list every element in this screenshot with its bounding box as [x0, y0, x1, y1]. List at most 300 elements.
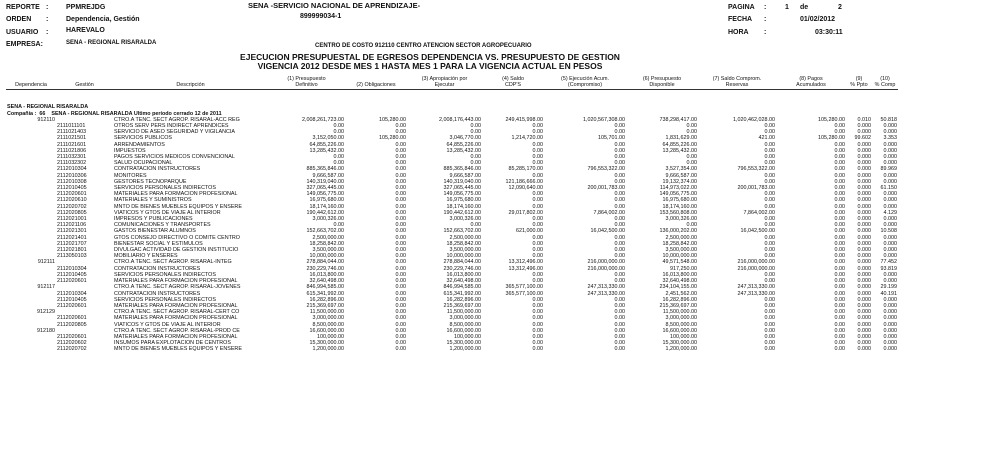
- row-ejecucion: 0.00: [614, 147, 625, 154]
- row-pagos: 0.00: [834, 172, 845, 179]
- row-pagos: 0.00: [834, 259, 845, 266]
- row-gestion: 2112020805: [57, 209, 87, 216]
- row-gestion: 2112020805: [57, 321, 87, 328]
- row-presupuesto: 3,000,000.00: [312, 315, 344, 322]
- row-dependencia: [6, 346, 56, 352]
- row-pct-ppto: 0.000: [857, 309, 871, 316]
- row-presupuesto: 327,065,445.00: [306, 185, 344, 192]
- row-gestion: 2111021806: [57, 147, 87, 154]
- row-pagos: 0.00: [834, 284, 845, 291]
- row-gestion: 2112010306: [57, 172, 87, 179]
- row-ejecucion: 0.00: [614, 191, 625, 198]
- row-saldo-cdps: 0.00: [532, 296, 543, 303]
- row-ejecucion: 0.00: [614, 160, 625, 167]
- dependency-row: [6, 284, 898, 290]
- row-ejecucion: 0.00: [614, 327, 625, 334]
- row-disponible: 11,500,000.00: [662, 309, 697, 316]
- row-pct-comp: 0.000: [883, 197, 897, 204]
- row-descripcion: INSUMOS PARA EXPLOTACION DE CENTROS: [114, 340, 231, 347]
- row-disponible: 32,640,498.00: [662, 278, 697, 285]
- row-saldo-comprom: 0.00: [764, 333, 775, 340]
- row-presupuesto: 11,500,000.00: [309, 309, 344, 316]
- row-obligaciones: 0.00: [395, 147, 406, 154]
- row-saldo-comprom: 0.00: [764, 321, 775, 328]
- row-gestion: 2112020610: [57, 197, 87, 204]
- table-row: [6, 315, 898, 321]
- row-pct-ppto: 0.000: [857, 228, 871, 235]
- row-apropiacion: 2,008,176,443.00: [439, 116, 481, 123]
- row-saldo-comprom: 0.00: [764, 346, 775, 353]
- row-disponible: 153,560,808.00: [659, 209, 697, 216]
- row-saldo-cdps: 365,577,100.00: [505, 290, 543, 297]
- row-saldo-cdps: 0.00: [532, 315, 543, 322]
- row-dependencia: 912110: [37, 116, 55, 123]
- row-pct-ppto: 0.000: [857, 178, 871, 185]
- row-saldo-comprom: 216,000,000.00: [737, 259, 775, 266]
- col-label: Ejecutar: [434, 82, 455, 89]
- row-gestion: 2112010405: [57, 271, 87, 278]
- row-gestion: 2112010304: [57, 265, 87, 272]
- row-obligaciones: 0.00: [395, 203, 406, 210]
- row-descripcion: SERVICIOS PERSONALES INDIRECTOS: [114, 271, 216, 278]
- row-presupuesto: 140,319,040.00: [306, 178, 344, 185]
- row-gestion: 2112020601: [57, 315, 87, 322]
- row-pagos: 0.00: [834, 160, 845, 167]
- row-saldo-cdps: 13,312,496.00: [508, 259, 543, 266]
- row-obligaciones: 0.00: [395, 123, 406, 130]
- row-saldo-comprom: 0.00: [764, 216, 775, 223]
- colon: :: [46, 29, 49, 36]
- row-gestion: 2111021601: [57, 141, 87, 148]
- col-pagos: [776, 76, 846, 90]
- row-obligaciones: 0.00: [395, 141, 406, 148]
- row-ejecucion: 0.00: [614, 172, 625, 179]
- row-saldo-comprom: 0.00: [764, 340, 775, 347]
- row-pct-ppto: 0.010: [857, 116, 871, 123]
- row-descripcion: BIENESTAR SOCIAL Y ESTIMULOS: [114, 240, 203, 247]
- row-obligaciones: 0.00: [395, 278, 406, 285]
- row-saldo-cdps: 0.00: [532, 147, 543, 154]
- colon: :: [46, 4, 49, 11]
- row-descripcion: MNTO DE BIENES MUEBLES EQUIPOS Y ENSERE: [114, 203, 242, 210]
- row-pct-ppto: 0.000: [857, 265, 871, 272]
- row-pagos: 0.00: [834, 253, 845, 260]
- row-obligaciones: 0.00: [395, 265, 406, 272]
- row-disponible: 16,975,680.00: [662, 197, 697, 204]
- row-descripcion: CTRO.A TENC. SECT AGROP. RISARAL-INTEG: [114, 259, 232, 266]
- row-saldo-cdps: 0.00: [532, 222, 543, 229]
- row-saldo-cdps: 0.00: [532, 191, 543, 198]
- row-ejecucion: 0.00: [614, 154, 625, 161]
- report-subtitle: VIGENCIA 2012 DESDE MES 1 HASTA MES 1 PARA LA VIGENCIA ACTUAL EN PESOS: [257, 61, 603, 71]
- row-pagos: 0.00: [834, 228, 845, 235]
- row-saldo-comprom: 0.00: [764, 203, 775, 210]
- row-pagos: 0.00: [834, 191, 845, 198]
- row-presupuesto: 0.00: [333, 160, 344, 167]
- row-pct-comp: 29.199: [880, 284, 897, 291]
- row-ejecucion: 0.00: [614, 315, 625, 322]
- row-disponible: 0.00: [686, 123, 697, 130]
- row-disponible: 10,000,000.00: [662, 253, 697, 260]
- row-presupuesto: 18,174,160.00: [309, 203, 344, 210]
- row-gestion: 2111021403: [57, 129, 87, 136]
- row-pct-ppto: 0.000: [857, 302, 871, 309]
- fecha-value: 01/02/2012: [800, 16, 836, 23]
- row-pct-ppto: 0.000: [857, 333, 871, 340]
- row-pagos: 0.00: [834, 346, 845, 353]
- row-descripcion: SERVICIO DE ASEO SEGURIDAD Y VIGILANCIA: [114, 129, 236, 136]
- row-apropiacion: 16,282,896.00: [446, 296, 481, 303]
- row-presupuesto: 190,442,612.00: [306, 209, 344, 216]
- row-pct-comp: 0.000: [883, 191, 897, 198]
- table-row: [6, 297, 898, 303]
- row-obligaciones: 0.00: [395, 346, 406, 353]
- row-obligaciones: 0.00: [395, 247, 406, 254]
- row-pct-ppto: 0.000: [857, 172, 871, 179]
- row-apropiacion: 152,663,702.00: [443, 228, 481, 235]
- row-ejecucion: 200,001,783.00: [587, 185, 625, 192]
- row-ejecucion: 0.00: [614, 234, 625, 241]
- row-disponible: 0.00: [686, 154, 697, 161]
- row-descripcion: CTRO.A TENC. SECT AGROP. RISARAL-PROD CE: [114, 327, 240, 334]
- row-pct-comp: 0.000: [883, 327, 897, 334]
- row-saldo-cdps: 0.00: [532, 321, 543, 328]
- row-disponible: 18,174,160.00: [662, 203, 697, 210]
- col-dependencia: Dependencia: [6, 76, 56, 90]
- row-descripcion: VIATICOS Y GTOS DE VIAJE AL INTERIOR: [114, 209, 221, 216]
- row-pagos: 0.00: [834, 234, 845, 241]
- table-row: [6, 142, 898, 148]
- report-title: EJECUCION PRESUPUESTAL DE EGRESOS DEPENDENCIA VS. PRESUPUESTO DE GESTION: [240, 52, 620, 62]
- row-pagos: 0.00: [834, 265, 845, 272]
- row-presupuesto: 615,341,992.00: [306, 290, 344, 297]
- row-saldo-comprom: 0.00: [764, 197, 775, 204]
- row-disponible: 9,666,587.00: [665, 172, 697, 179]
- row-presupuesto: 16,600,000.00: [309, 327, 344, 334]
- row-saldo-comprom: 247,313,330.00: [737, 290, 775, 297]
- row-saldo-cdps: 0.00: [532, 278, 543, 285]
- row-obligaciones: 0.00: [395, 160, 406, 167]
- row-saldo-comprom: 0.00: [764, 129, 775, 136]
- row-ejecucion: 216,000,000.00: [587, 265, 625, 272]
- row-pct-comp: 0.000: [883, 240, 897, 247]
- row-obligaciones: 0.00: [395, 216, 406, 223]
- row-pct-comp: 3.353: [883, 135, 897, 142]
- row-obligaciones: 0.00: [395, 321, 406, 328]
- row-pagos: 0.00: [834, 147, 845, 154]
- row-disponible: 0.00: [686, 160, 697, 167]
- row-obligaciones: 105,280.00: [379, 135, 406, 142]
- row-pct-comp: 0.000: [883, 154, 897, 161]
- row-descripcion: GTOS CONSEJO DIRECTIVO O COMITE CENTRO: [114, 234, 240, 241]
- row-pagos: 0.00: [834, 278, 845, 285]
- row-obligaciones: 0.00: [395, 327, 406, 334]
- row-obligaciones: 0.00: [395, 234, 406, 241]
- row-apropiacion: 0.00: [470, 123, 481, 130]
- row-descripcion: CONTRATACION INSTRUCTORES: [114, 166, 201, 173]
- row-ejecucion: 247,313,330.00: [587, 284, 625, 291]
- row-ejecucion: 0.00: [614, 346, 625, 353]
- row-descripcion: SERVICIOS PERSONALES INDIRECTOS: [114, 296, 216, 303]
- row-pct-comp: 0.000: [883, 123, 897, 130]
- row-ejecucion: 0.00: [614, 302, 625, 309]
- row-pct-ppto: 0.000: [857, 290, 871, 297]
- row-pct-ppto: 0.000: [857, 321, 871, 328]
- row-descripcion: ARRENDAMIENTOS: [114, 141, 165, 148]
- row-saldo-cdps: 0.00: [532, 309, 543, 316]
- row-pct-ppto: 0.000: [857, 271, 871, 278]
- row-apropiacion: 327,065,445.00: [443, 185, 481, 192]
- row-obligaciones: 0.00: [395, 333, 406, 340]
- row-pct-comp: 0.000: [883, 321, 897, 328]
- row-gestion: 2112021801: [57, 247, 87, 254]
- row-gestion: 2112020702: [57, 203, 87, 210]
- row-pct-comp: 0.000: [883, 278, 897, 285]
- compania-text: SENA - REGIONAL RISARALDA Ultimo período cerrado 12 de 2011: [51, 110, 222, 117]
- row-ejecucion: 7,864,002.00: [593, 209, 625, 216]
- row-pct-comp: 61.150: [880, 185, 897, 192]
- row-gestion: 2112020601: [57, 191, 87, 198]
- row-presupuesto: 885,365,846.00: [306, 166, 344, 173]
- row-pct-comp: 89.969: [880, 166, 897, 173]
- col-label: (2) Obligaciones: [356, 82, 396, 89]
- row-disponible: 2,451,562.00: [665, 290, 697, 297]
- row-saldo-cdps: 0.00: [532, 123, 543, 130]
- row-disponible: 114,973,022.00: [659, 185, 697, 192]
- row-saldo-comprom: 0.00: [764, 271, 775, 278]
- row-pagos: 0.00: [834, 327, 845, 334]
- table-row: [6, 322, 898, 328]
- col-label: (4) Saldo: [502, 76, 524, 82]
- row-apropiacion: 2,500,000.00: [449, 234, 481, 241]
- row-saldo-comprom: 1,020,462,028.00: [733, 116, 775, 123]
- row-saldo-cdps: 1,214,720.00: [511, 135, 543, 142]
- table-row: [6, 235, 898, 241]
- row-pct-comp: 4.129: [883, 209, 897, 216]
- row-apropiacion: 13,285,432.00: [446, 147, 481, 154]
- row-disponible: 49,571,548.00: [662, 259, 697, 266]
- col-label: (1) Presupuesto: [287, 76, 326, 82]
- row-pagos: 0.00: [834, 154, 845, 161]
- row-saldo-comprom: 0.00: [764, 147, 775, 154]
- row-presupuesto: 3,500,000.00: [312, 247, 344, 254]
- row-gestion: 2112020602: [57, 340, 87, 347]
- row-descripcion: DIVULGAC ACTIVIDAD DE GESTION INSTITUCIO: [114, 247, 239, 254]
- col-gestion: Gestión: [56, 76, 113, 90]
- row-apropiacion: 15,300,000.00: [446, 340, 481, 347]
- row-pagos: 0.00: [834, 290, 845, 297]
- row-gestion: 2112010405: [57, 185, 87, 192]
- orden-value: Dependencia, Gestión: [66, 16, 140, 23]
- row-descripcion: SALUD OCUPACIONAL: [114, 160, 173, 167]
- row-apropiacion: 215,369,697.00: [443, 302, 481, 309]
- row-saldo-cdps: 0.00: [532, 197, 543, 204]
- row-presupuesto: 230,229,746.00: [306, 265, 344, 272]
- row-descripcion: MNTO DE BIENES MUEBLES EQUIPOS Y ENSERE: [114, 346, 242, 353]
- row-pagos: 0.00: [834, 129, 845, 136]
- row-obligaciones: 0.00: [395, 309, 406, 316]
- row-ejecucion: 796,553,322.00: [587, 166, 625, 173]
- row-pct-comp: 93.819: [880, 265, 897, 272]
- row-saldo-comprom: 0.00: [764, 302, 775, 309]
- row-presupuesto: 8,500,000.00: [312, 321, 344, 328]
- row-pct-ppto: 0.000: [857, 222, 871, 229]
- row-presupuesto: 149,056,775.00: [306, 191, 344, 198]
- row-apropiacion: 100,000.00: [454, 333, 481, 340]
- row-dependencia: 912180: [37, 327, 55, 334]
- row-saldo-cdps: 365,577,100.00: [505, 284, 543, 291]
- row-pct-ppto: 0.000: [857, 197, 871, 204]
- row-gestion: 2112020601: [57, 302, 87, 309]
- row-ejecucion: 0.00: [614, 271, 625, 278]
- row-saldo-comprom: 216,000,000.00: [737, 265, 775, 272]
- row-gestion: 2111021501: [57, 135, 87, 142]
- row-obligaciones: 105,280.00: [379, 116, 406, 123]
- table-row: [6, 204, 898, 210]
- row-disponible: 1,831,629.00: [665, 135, 697, 142]
- reporte-value: PPMREJDG: [66, 4, 106, 11]
- row-ejecucion: 0.00: [614, 141, 625, 148]
- row-dependencia: 912117: [37, 284, 55, 291]
- row-pagos: 0.00: [834, 185, 845, 192]
- row-disponible: 1,200,000.00: [665, 346, 697, 353]
- row-presupuesto: 15,300,000.00: [309, 340, 344, 347]
- cost-center: CENTRO DE COSTO 912110 CENTRO ATENCION SECTOR AGROPECUARIO: [315, 43, 532, 49]
- row-apropiacion: 18,174,160.00: [446, 203, 481, 210]
- row-saldo-cdps: 621,000.00: [516, 228, 543, 235]
- row-descripcion: GASTOS BIENESTAR ALUMNOS: [114, 228, 196, 235]
- row-pct-comp: 0.000: [883, 346, 897, 353]
- row-pagos: 105,280.00: [818, 116, 845, 123]
- row-pagos: 105,280.00: [818, 135, 845, 142]
- row-ejecucion: 216,000,000.00: [587, 259, 625, 266]
- row-dependencia: 912111: [37, 259, 55, 266]
- org-nit: 899999034-1: [300, 13, 342, 20]
- row-gestion: 2112021707: [57, 240, 87, 247]
- col-label: (Compromiso): [567, 82, 603, 89]
- row-ejecucion: 0.00: [614, 216, 625, 223]
- row-apropiacion: 0.00: [470, 160, 481, 167]
- regional-name: SENA - REGIONAL RISARALDA: [7, 104, 89, 111]
- row-descripcion: MATERIALES PARA FORMACION PROFESIONAL: [114, 278, 238, 285]
- col-descripcion: Descripción: [113, 76, 268, 90]
- row-apropiacion: 16,013,800.00: [446, 271, 481, 278]
- row-disponible: 3,527,354.00: [665, 166, 697, 173]
- pagina-value: 1: [785, 4, 789, 11]
- row-descripcion: CTRO.A TENC. SECT AGROP. RISARAL-JOVENES: [114, 284, 241, 291]
- row-disponible: 100,000.00: [670, 333, 697, 340]
- row-pct-comp: 77.452: [880, 259, 897, 266]
- row-saldo-cdps: 0.00: [532, 346, 543, 353]
- budget-table: [6, 76, 898, 353]
- row-apropiacion: 10,000,000.00: [446, 253, 481, 260]
- row-pct-comp: 0.000: [883, 247, 897, 254]
- row-apropiacion: 0.00: [470, 154, 481, 161]
- row-pagos: 0.00: [834, 178, 845, 185]
- pagina-de: de: [800, 4, 809, 11]
- row-obligaciones: 0.00: [395, 315, 406, 322]
- row-pct-comp: 0.000: [883, 309, 897, 316]
- row-pct-ppto: 0.000: [857, 129, 871, 136]
- row-saldo-comprom: 0.00: [764, 296, 775, 303]
- row-saldo-comprom: 0.00: [764, 234, 775, 241]
- row-presupuesto: 16,975,680.00: [309, 197, 344, 204]
- row-presupuesto: 9,666,587.00: [312, 172, 344, 179]
- row-pagos: 0.00: [834, 203, 845, 210]
- row-presupuesto: 32,640,498.00: [309, 278, 344, 285]
- col-label: Reservas: [725, 82, 749, 89]
- row-apropiacion: 9,666,587.00: [449, 172, 481, 179]
- row-disponible: 149,056,775.00: [659, 191, 697, 198]
- row-pagos: 0.00: [834, 166, 845, 173]
- row-apropiacion: 16,600,000.00: [446, 327, 481, 334]
- col-saldo-cdps: [482, 76, 544, 90]
- row-pct-ppto: 0.000: [857, 247, 871, 254]
- row-saldo-cdps: 0.00: [532, 216, 543, 223]
- row-saldo-cdps: 0.00: [532, 234, 543, 241]
- row-ejecucion: 0.00: [614, 247, 625, 254]
- row-obligaciones: 0.00: [395, 209, 406, 216]
- row-saldo-cdps: 0.00: [532, 154, 543, 161]
- row-descripcion: MATERIALES PARA FORMACION PROFESIONAL: [114, 315, 238, 322]
- row-apropiacion: 32,640,498.00: [446, 278, 481, 285]
- row-disponible: 16,013,800.00: [662, 271, 697, 278]
- row-saldo-comprom: 0.00: [764, 141, 775, 148]
- row-disponible: 8,500,000.00: [665, 321, 697, 328]
- col-label: (10): [880, 76, 890, 82]
- row-descripcion: GESTORES TECNOPARQUE: [114, 178, 187, 185]
- row-gestion: 2112021001: [57, 216, 87, 223]
- row-presupuesto: 100,000.00: [317, 333, 344, 340]
- row-gestion: 2112020702: [57, 346, 87, 353]
- row-saldo-comprom: 0.00: [764, 191, 775, 198]
- row-apropiacion: 885,365,846.00: [443, 166, 481, 173]
- row-disponible: 16,600,000.00: [662, 327, 697, 334]
- row-disponible: 3,000,000.00: [665, 315, 697, 322]
- row-presupuesto: 0.00: [333, 154, 344, 161]
- row-apropiacion: 1,200,000.00: [449, 346, 481, 353]
- row-descripcion: SERVICIOS PERSONALES INDIRECTOS: [114, 185, 216, 192]
- table-row: [6, 266, 898, 272]
- row-obligaciones: 0.00: [395, 302, 406, 309]
- row-presupuesto: 1,200,000.00: [312, 346, 344, 353]
- row-pct-ppto: 0.000: [857, 259, 871, 266]
- row-presupuesto: 18,258,842.00: [309, 240, 344, 247]
- row-gestion: 2112020601: [57, 278, 87, 285]
- row-saldo-comprom: 0.00: [764, 222, 775, 229]
- row-presupuesto: 3,000,326.00: [312, 216, 344, 223]
- row-saldo-cdps: 0.00: [532, 247, 543, 254]
- row-saldo-cdps: 0.00: [532, 253, 543, 260]
- row-saldo-comprom: 0.00: [764, 327, 775, 334]
- row-saldo-cdps: 0.00: [532, 129, 543, 136]
- row-saldo-cdps: 85,285,170.00: [508, 166, 543, 173]
- orden-label: ORDEN: [6, 16, 32, 23]
- row-disponible: 3,500,000.00: [665, 247, 697, 254]
- org-name: SENA -SERVICIO NACIONAL DE APRENDIZAJE-: [248, 1, 421, 10]
- row-descripcion: MATERIALES PARA FORMACION PROFESIONAL: [114, 333, 238, 340]
- row-saldo-cdps: 0.00: [532, 333, 543, 340]
- row-gestion: 2112021401: [57, 234, 87, 241]
- row-descripcion: MONITORES: [114, 172, 147, 179]
- row-disponible: 15,300,000.00: [662, 340, 697, 347]
- table-row: [6, 346, 898, 352]
- row-descripcion: IMPUESTOS: [114, 147, 146, 154]
- row-pct-comp: 0.000: [883, 296, 897, 303]
- row-pct-comp: 0.000: [883, 340, 897, 347]
- col-pct-comp: [872, 76, 898, 90]
- row-descripcion: CTRO.A TENC. SECT AGROP. RISARAL-ACC REG: [114, 116, 240, 123]
